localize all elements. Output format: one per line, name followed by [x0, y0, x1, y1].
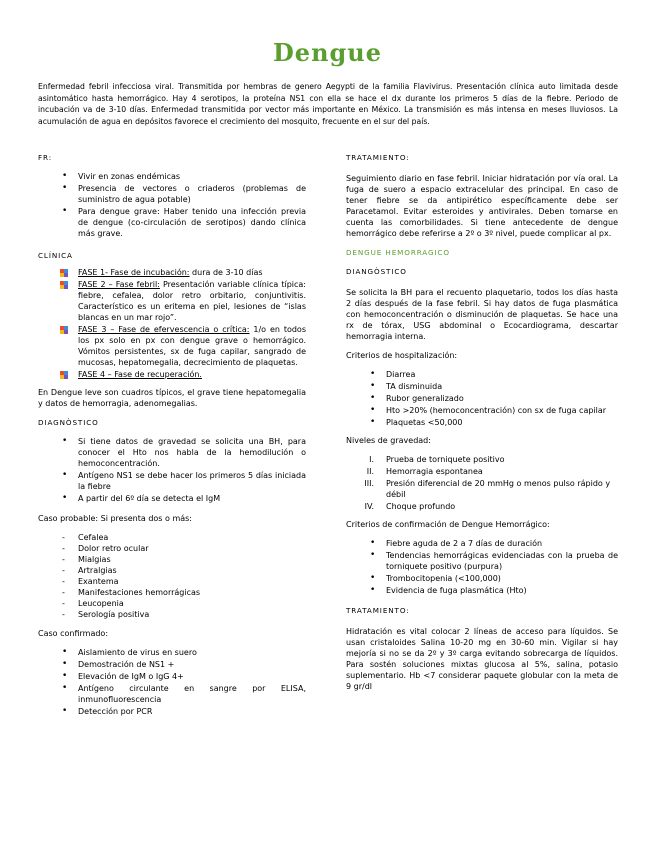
niveles-list	[346, 454, 618, 512]
flag-icon	[60, 269, 68, 277]
list-item: - Exantema	[38, 576, 306, 587]
fase-label: FASE 3 – Fase de efervescencia o crítica:	[78, 325, 250, 334]
list-item: • Si tiene datos de gravedad se solicita una BH, para conocer el Hto nos habla de la hemodilución o hemoconcentración.	[38, 436, 306, 469]
hospitalizacion-heading: Criterios de hospitalización:	[346, 351, 458, 360]
list-item: • Para dengue grave: Haber tenido una infección previa de dengue (co-circulación de serotipos) dando clínica más grave.	[38, 206, 306, 239]
list-item: - Leucopenia	[38, 598, 306, 609]
list-text: Prueba de torniquete positivo	[386, 455, 505, 464]
list-item: • Antígeno circulante en sangre por ELISA, inmunofluorescencia	[38, 683, 306, 705]
caso-probable-list	[38, 532, 306, 620]
diagnostico-heading: DIAGNÒSTICO	[38, 418, 99, 427]
list-item: • Aislamiento de virus en suero	[38, 647, 306, 658]
list-item: • Trombocitopenia (<100,000)	[346, 573, 618, 584]
left-column	[38, 152, 306, 718]
list-item: - Serología positiva	[38, 609, 306, 620]
fase-label: FASE 1- Fase de incubación:	[78, 268, 190, 277]
flag-icon	[60, 371, 68, 379]
list-item	[346, 478, 618, 500]
confirmacion-heading: Criterios de confirmación de Dengue Hemorrágico:	[346, 520, 550, 529]
diagnostico-hemo-heading: DIANGÒSTICO	[346, 267, 407, 276]
list-item: • Demostración de NS1 +	[38, 659, 306, 670]
dengue-hemorragico-heading: DENGUE HEMORRAGICO	[346, 248, 450, 257]
list-item: • Elevación de IgM o IgG 4+	[38, 671, 306, 682]
caso-probable-heading: Caso probable: Si presenta dos o más:	[38, 514, 192, 523]
list-item: • Detección por PCR	[38, 706, 306, 717]
flag-icon	[60, 281, 68, 289]
fase-item	[38, 369, 306, 380]
list-number: II.	[366, 467, 374, 476]
list-item: • Rubor generalizado	[346, 393, 618, 404]
list-item: • Tendencias hemorrágicas evidenciadas con la prueba de torniquete positivo (purpura)	[346, 550, 618, 572]
fr-list	[38, 171, 306, 239]
list-item: • Presencia de vectores o criaderos (problemas de suministro de agua potable)	[38, 183, 306, 205]
list-text: Choque profundo	[386, 502, 456, 511]
tratamiento-hemo-paragraph: Hidratación es vital colocar 2 líneas de acceso para líquidos. Se usan cristaloides Salina 10-20 mg en 30-60 min. Vigilar si hay mejoría si no se da 2º y 3º carga evitando sobrecarga de líquidos. Para sostén soluciones mixtas glucosa al 5%, salina, potasio suplementario. Hb <7 considerar paquete globular con la meta de 9 gr/dl	[346, 627, 618, 691]
flag-icon	[60, 326, 68, 334]
fr-heading: FR:	[38, 153, 53, 162]
list-number: I.	[369, 455, 374, 464]
hospitalizacion-list	[346, 369, 618, 428]
list-item	[346, 466, 618, 477]
fase-text: dura de 3-10 días	[189, 268, 263, 277]
leve-paragraph: En Dengue leve son cuadros típicos, el grave tiene hepatomegalia y datos de hemorragia, adenomegalias.	[38, 388, 306, 408]
page-title: Dengue	[272, 38, 383, 67]
list-item: • Vivir en zonas endémicas	[38, 171, 306, 182]
list-item: • Hto >20% (hemoconcentración) con sx de fuga capilar	[346, 405, 618, 416]
fase-item	[38, 267, 306, 278]
list-item: • Antígeno NS1 se debe hacer los primeros 5 días iniciada la fiebre	[38, 470, 306, 492]
list-item	[346, 454, 618, 465]
list-item: - Mialgias	[38, 554, 306, 565]
diagnostico-hemo-paragraph: Se solicita la BH para el recuento plaquetario, todos los días hasta 2 días después de la fase febril. Si hay datos de fuga plasmática con hemoconcentración o disminución de plaquetas. Se hace una rx de tórax, USG abdominal o Ecocardiograma, descartar hemorragia interna.	[346, 288, 618, 341]
intro-paragraph: Enfermedad febril infecciosa viral. Transmitida por hembras de genero Aegypti de la familia Flavivirus. Presentación clínica auto limitada desde asintomático hasta hemorrágico. Hay 4 serotipos, la proteína NS1 con ella se hace el dx durante los primeros 5 días de la fiebre. Periodo de incubación va de 3-10 días. Enfermedad transmitida por vector más importante en México. La transmisión es más intensa en meses lluviosos. La acumulación de agua en depósitos favorece el crecimiento del mosquito, frecuente en el sur del país.	[38, 82, 618, 127]
list-item: • A partir del 6º día se detecta el IgM	[38, 493, 306, 504]
fase-label: FASE 4 – Fase de recuperación.	[78, 370, 202, 379]
list-item	[346, 501, 618, 512]
list-item: - Dolor retro ocular	[38, 543, 306, 554]
niveles-heading: Niveles de gravedad:	[346, 436, 431, 445]
list-text: Hemorragia espontanea	[386, 467, 483, 476]
list-text: Presión diferencial de 20 mmHg o menos pulso rápido y débil	[386, 479, 611, 499]
list-item: - Manifestaciones hemorrágicas	[38, 587, 306, 598]
caso-confirmado-heading: Caso confirmado:	[38, 629, 109, 638]
fase-text: Presentación variable clínica típica: fiebre, cefalea, dolor retro orbitario, conjuntivitis. Característico es un eritema en piel, lesiones de “islas blancas en un mar rojo”.	[78, 280, 307, 322]
fase-label: FASE 2 – Fase febril:	[78, 280, 160, 289]
diagnostico-list	[38, 436, 306, 504]
tratamiento-paragraph: Seguimiento diario en fase febril. Iniciar hidratación por vía oral. La fuga de suero a espacio extracelular des principal. En caso de tener fiebre se da antipirético específicamente debe ser Paracetamol. Evitar esteroides y antivirales. Deben tomarse en cuenta las comorbilidades. Si tiene antecedente de dengue hemorrágico debe referirse a 2º o 3º nivel, puede complicar al px.	[346, 174, 618, 238]
list-number: III.	[364, 479, 374, 488]
list-item: • Diarrea	[346, 369, 618, 380]
list-item: • Plaquetas <50,000	[346, 417, 618, 428]
list-item: • Fiebre aguda de 2 a 7 días de duración	[346, 538, 618, 549]
list-number: IV.	[364, 502, 374, 511]
fases-list	[38, 267, 306, 380]
list-item: • Evidencia de fuga plasmática (Hto)	[346, 585, 618, 596]
caso-confirmado-list	[38, 647, 306, 717]
list-item: - Artralgias	[38, 565, 306, 576]
fase-item	[38, 279, 306, 323]
clinica-heading: CLÍNICA	[38, 251, 73, 260]
fase-text: 1/o en todos los px solo en px con dengue grave o hemorrágico. Vómitos persistentes, sx de fuga capilar, sangrado de mucosas, hepatomegalia, decrecimiento de plaquetas.	[78, 325, 306, 367]
tratamiento-heading: TRATAMIENTO:	[346, 153, 410, 162]
list-item: - Cefalea	[38, 532, 306, 543]
right-column	[346, 152, 618, 692]
list-item: • TA disminuida	[346, 381, 618, 392]
tratamiento-hemo-heading: TRATAMIENTO:	[346, 606, 410, 615]
confirmacion-list	[346, 538, 618, 596]
fase-item	[38, 324, 306, 368]
